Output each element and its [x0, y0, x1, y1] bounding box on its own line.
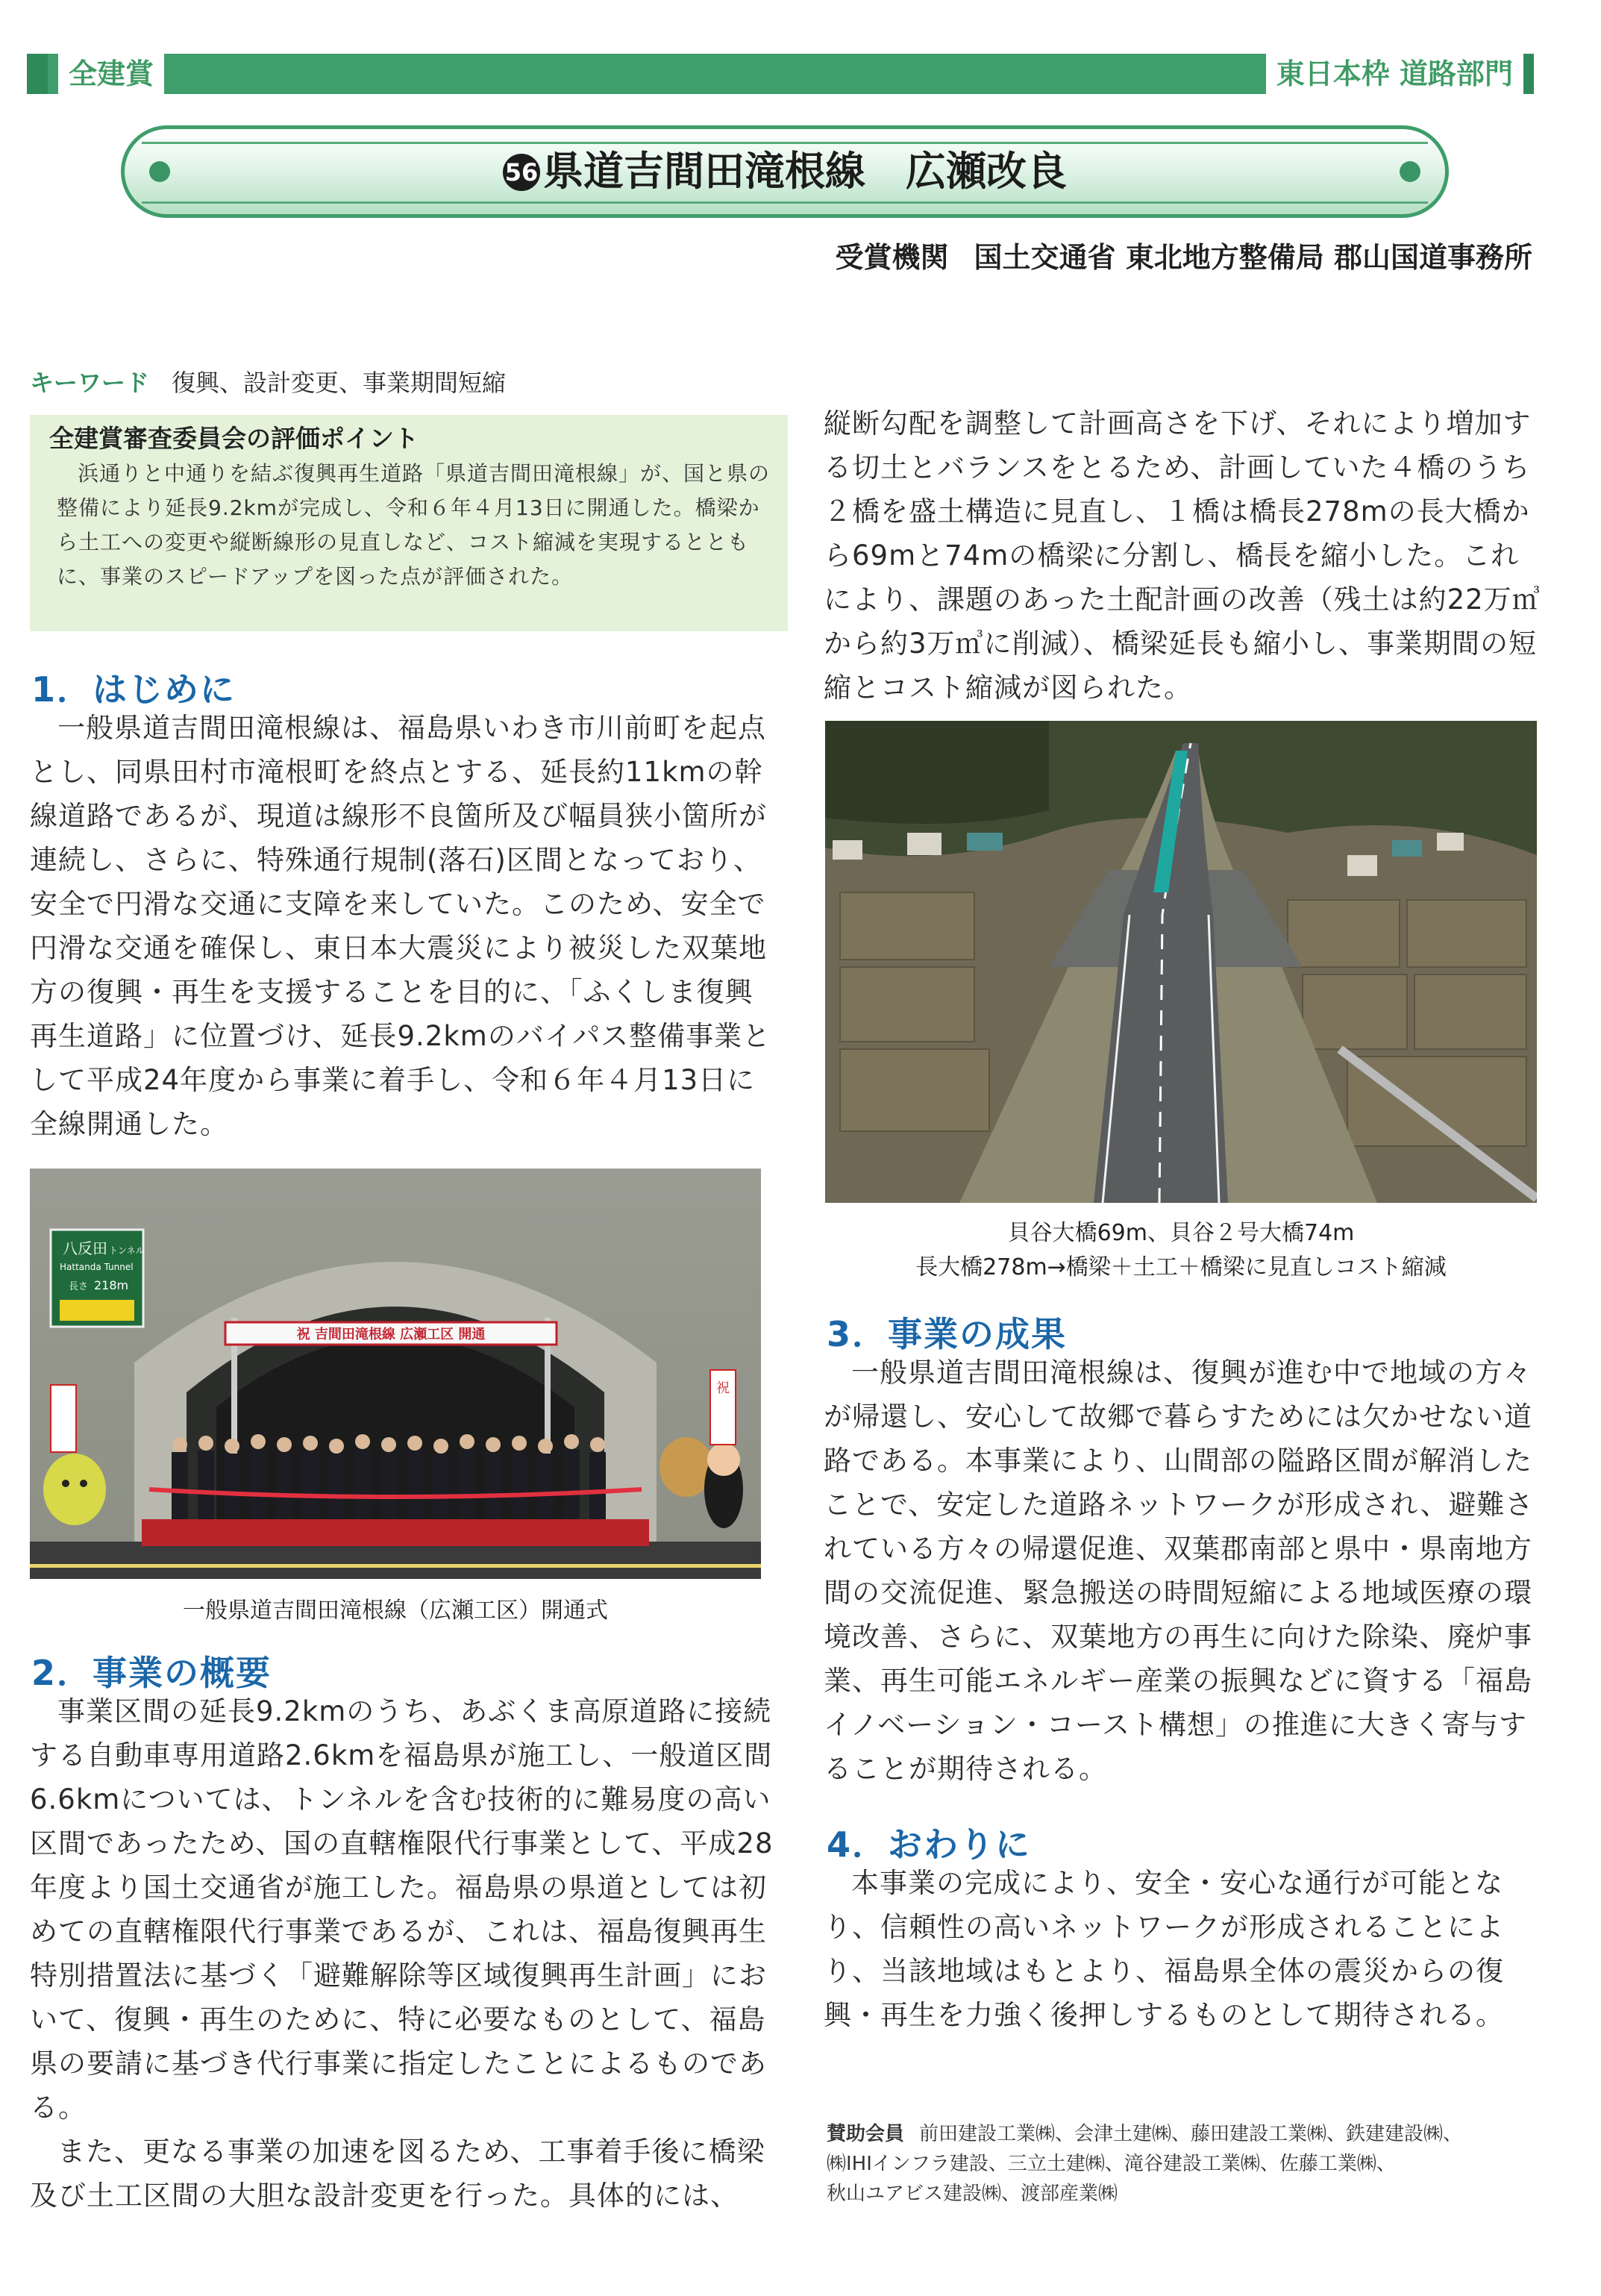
award-recipient: [836, 234, 1532, 275]
sign-tunnel-name: 八反田: [63, 1239, 107, 1257]
section-heading-conclusion: 4．おわりに: [827, 1824, 1032, 1865]
award-label: 受賞機関: [835, 241, 949, 274]
award-category: 全建賞: [58, 51, 164, 97]
paragraph: また、更なる事業の加速を図るため、工事着手後に橋梁及び土工区間の大胆な設計変更を行った。具体的には、: [30, 2136, 765, 2212]
section-heading-intro: 1．はじめに: [31, 669, 236, 710]
bridge-aerial-photo: [825, 721, 1537, 1203]
title-number-badge: 56: [503, 154, 540, 191]
section-heading-results: 3．事業の成果: [827, 1314, 1068, 1354]
paragraph: 縦断勾配を調整して計画高さを下げ、それにより増加する切土とバランスをとるため、計画していた４橋のうち２橋を盛土構造に見直し、１橋は橋長278mの長大橋から69mと74mの橋梁に分割し、橋長を縮小した。これにより、課題のあった土配計画の改善（残土は約22万㎥から約3万㎥に削減）、橋梁延長も縮小し、事業期間の短縮とコスト縮減が図られた。: [824, 407, 1541, 704]
evaluation-heading: 全建賞審査委員会の評価ポイント: [49, 424, 419, 453]
bridge-photo-caption-line1: 貝谷大橋69m、貝谷２号大橋74m: [1007, 1220, 1355, 1246]
sponsor-label: 賛助会員: [827, 2123, 905, 2145]
sponsor-line: [827, 2119, 1543, 2149]
section-body-intro: [30, 706, 776, 1146]
section-body-conclusion: [824, 1861, 1543, 2037]
bridge-aerial-photo-drawing: [825, 721, 1537, 1203]
sponsor-names: 前田建設工業㈱、会津土建㈱、藤田建設工業㈱、鉄建建設㈱、: [919, 2123, 1463, 2145]
sign-tunnel-roman: Hattanda Tunnel: [60, 1262, 134, 1272]
title-text: 県道吉間田滝根線 広瀬改良: [543, 148, 1067, 195]
section-body-overview: [30, 1689, 776, 2218]
header-square-left: [27, 54, 48, 94]
award-recipient-name: 国土交通省 東北地方整備局 郡山国道事務所: [974, 241, 1532, 274]
ceremony-photo: [30, 1169, 761, 1579]
section-heading-overview: 2．事業の概要: [31, 1653, 272, 1693]
evaluation-text: 浜通りと中通りを結ぶ復興再生道路「県道吉間田滝根線」が、国と県の整備により延長9.2kmが完成し、令和６年４月13日に開通した。橋梁から土工への変更や縦断線形の見直しなど、コスト縮減を実現するとともに、事業のスピードアップを図った点が評価された。: [57, 461, 771, 589]
flag-celebration: 祝: [716, 1380, 730, 1396]
sign-length-label: 長さ: [69, 1281, 89, 1292]
paragraph: 一般県道吉間田滝根線は、福島県いわき市川前町を起点とし、同県田村市滝根町を終点とする、延長約11kmの幹線道路であるが、現道は線形不良箇所及び幅員狭小箇所が連続し、さらに、特殊通行規制(落石)区間となっており、安全で円滑な交通に支障を来していた。このため、安全で円滑な交通を確保し、東日本大震災により被災した双葉地方の復興・再生を支援することを目的に、「ふくしま復興再生道路」に位置づけ、延長9.2kmのバイパス整備事業として平成24年度から事業に着手し、令和６年４月13日に全線開通した。: [30, 712, 771, 1140]
sponsor-list: [827, 2119, 1543, 2209]
page-title: [121, 125, 1449, 218]
keywords-label: キーワード: [30, 369, 150, 397]
ceremony-photo-caption: 一般県道吉間田滝根線（広瀬工区）開通式: [183, 1598, 608, 1624]
keywords: [30, 364, 506, 398]
paragraph: 一般県道吉間田滝根線は、復興が進む中で地域の方々が帰還し、安心して故郷で暮らすためには欠かせない道路である。本事業により、山間部の隘路区間が解消したことで、安定した道路ネットワークが形成され、避難されている方々の帰還促進、双葉郡南部と県中・県南地方間の交流促進、緊急搬送の時間短縮による地域医療の環境改善、さらに、双葉地方の再生に向けた除染、廃炉事業、再生可能エネルギー産業の振興などに資する「福島イノベーション・コースト構想」の推進に大きく寄与することが期待される。: [824, 1357, 1534, 1785]
ceremony-photo-drawing: [30, 1169, 761, 1579]
sign-tunnel-suffix: トンネル: [109, 1245, 145, 1256]
keywords-value: 復興、設計変更、事業期間短縮: [172, 369, 507, 397]
section-body-overview-continued: [824, 401, 1543, 710]
ceremony-banner: 祝 吉間田滝根線 広瀬工区 開通: [296, 1327, 486, 1342]
sign-length: 218m: [94, 1278, 129, 1292]
paragraph: 本事業の完成により、安全・安心な通行が可能となり、信頼性の高いネットワークが形成されることにより、当該地域はもとより、福島県全体の震災からの復興・再生を力強く後押しするものとして期待される。: [824, 1867, 1504, 2031]
bridge-photo-caption-line2: 長大橋278m→橋梁＋土工＋橋梁に見直しコスト縮減: [915, 1254, 1447, 1280]
section-body-results: [824, 1351, 1543, 1791]
award-division: 東日本枠 道路部門: [1266, 51, 1523, 97]
sponsor-line: 秋山ユアビス建設㈱、渡部産業㈱: [827, 2183, 1118, 2205]
sponsor-line: ㈱IHIインフラ建設、三立土建㈱、滝谷建設工業㈱、佐藤工業㈱、: [827, 2153, 1396, 2175]
paragraph: 事業区間の延長9.2kmのうち、あぶくま高原道路に接続する自動車専用道路2.6kmを福島県が施工し、一般道区間6.6kmについては、トンネルを含む技術的に難易度の高い区間であったため、国の直轄権限代行事業として、平成28年度より国土交通省が施工した。福島県の県道としては初めての直轄権限代行事業であるが、これは、福島復興再生特別措置法に基づく「避難解除等区域復興再生計画」において、復興・再生のために、特に必要なものとして、福島県の要請に基づき代行事業に指定したことによるものである。: [30, 1695, 774, 2124]
